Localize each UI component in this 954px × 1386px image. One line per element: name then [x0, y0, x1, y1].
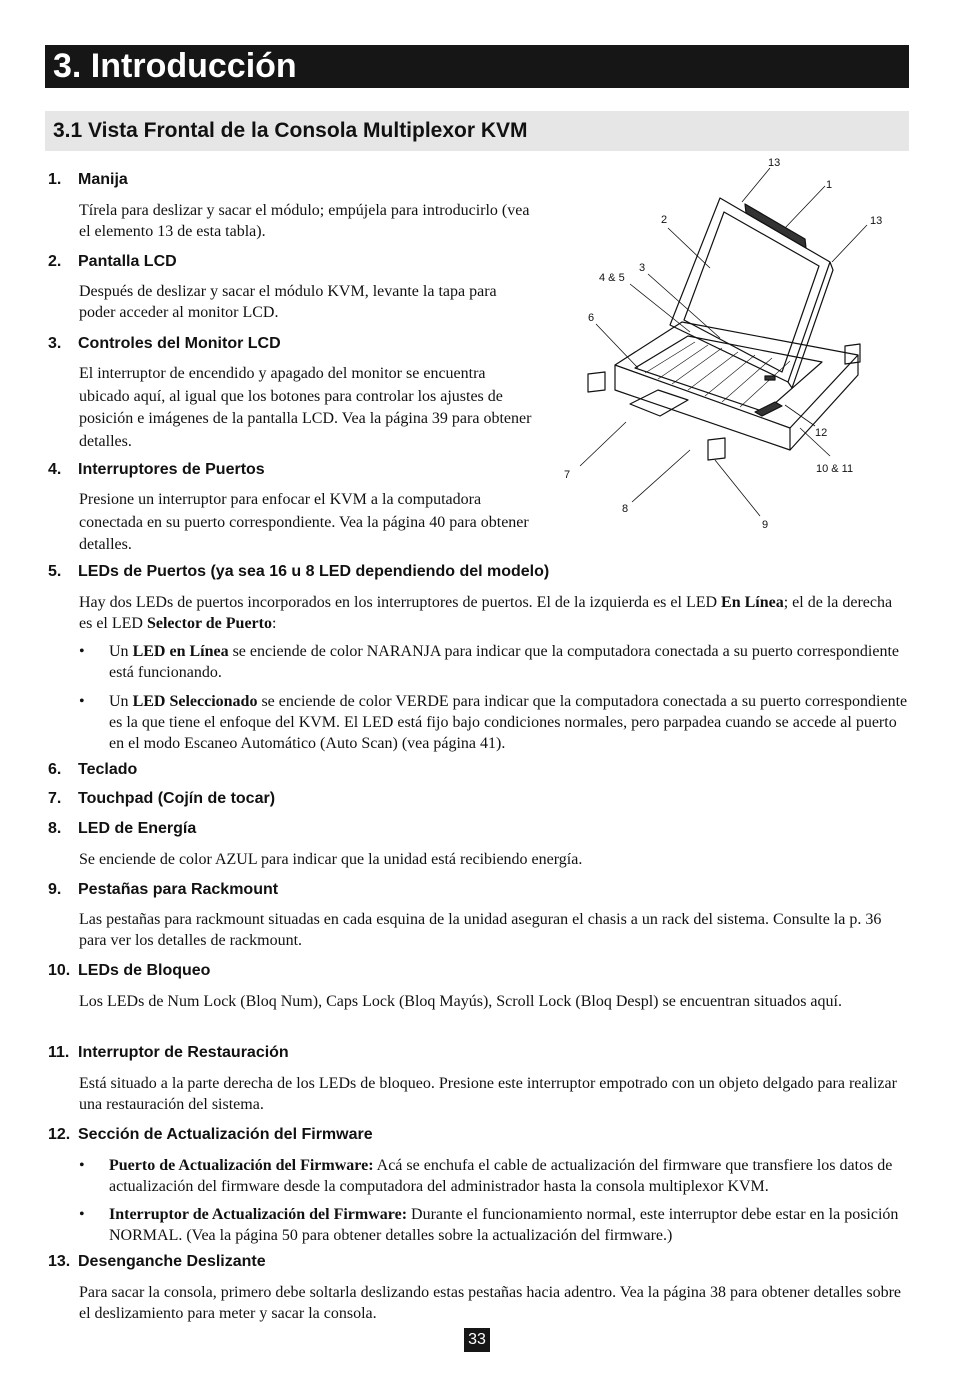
item-8-number: 8.: [48, 820, 62, 837]
item-10-title: LEDs de Bloqueo: [78, 962, 211, 979]
item-2-text: Después de deslizar y sacar el módulo KVM, levante la tapa para poder acceder al monitor LCD.: [79, 283, 497, 321]
item-13-text: Para sacar la consola, primero debe soltarla deslizando estas pestañas hacia adentro. Vea la página 38 para obtener detalles sobre el deslizamiento para meter y sacar la consola.: [79, 1284, 902, 1322]
keyboard-area: [635, 336, 822, 412]
item-10-text: Los LEDs de Num Lock (Bloq Num), Caps Lock (Bloq Mayús), Scroll Lock (Bloq Despl) se encuentran situados aquí.: [79, 993, 842, 1010]
callout-label: 13: [768, 157, 781, 169]
page-title: 3. Introducción: [45, 45, 909, 88]
led-selector-term: Selector de Puerto: [146, 615, 272, 632]
rackmount-tab-left: [588, 372, 605, 392]
item-5-intro-text: Hay dos LEDs de puertos incorporados en los interruptores de puertos. El de la izquierda es el LED: [79, 594, 722, 611]
callout-label: 9: [762, 519, 769, 531]
item-9-number: 9.: [48, 881, 62, 898]
item-13-heading: [48, 1253, 266, 1271]
item-12-bullet-1-text: [109, 1155, 909, 1197]
item-3-title: Controles del Monitor LCD: [78, 335, 281, 352]
bullet-marker: •: [79, 1206, 85, 1223]
item-8-title: LED de Energía: [78, 820, 197, 837]
bullet-marker: •: [79, 1157, 85, 1174]
callout-label: 4 & 5: [599, 272, 625, 284]
item-4-number: 4.: [48, 461, 62, 478]
item-1-number: 1.: [48, 171, 62, 188]
item-1-title: Manija: [78, 171, 128, 188]
item-9-heading: [48, 881, 278, 899]
item-6-title: Teclado: [78, 761, 138, 778]
item-1-text: Tírela para deslizar y sacar el módulo; empújela para introducirlo (vea el elemento 13 de esta tabla).: [79, 202, 530, 240]
section-title: 3.1 Vista Frontal de la Consola Multiplexor KVM: [45, 111, 909, 151]
callout-label: 1: [826, 179, 833, 191]
callout-label: 12: [815, 427, 828, 439]
bullet-description: se enciende de color VERDE para indicar que la computadora conectada a su puerto correspondiente es la que tiene el enfoque del KVM. El LED está fijo bajo condiciones normales, pero parpadea cuando se accede al puerto en el modo Escaneo Automático (Auto Scan) (vea página 41).: [109, 693, 908, 752]
bullet-bold-term: Puerto de Actualización del Firmware:: [109, 1157, 374, 1174]
item-5-title: LEDs de Puertos (ya sea 16 u 8 LED dependiendo del modelo): [78, 563, 550, 580]
item-2-title: Pantalla LCD: [78, 253, 177, 270]
rackmount-tab-right: [708, 438, 725, 460]
item-1-heading: [48, 171, 128, 189]
callout-label: 8: [622, 503, 629, 515]
callout-label: 7: [564, 469, 571, 481]
kvm-console-diagram: [560, 150, 900, 535]
item-11-title: Interruptor de Restauración: [78, 1044, 289, 1061]
item-12-bullet-2-text: [109, 1204, 909, 1246]
item-5-intro-text-2: ; el de la derecha es el LED: [79, 594, 893, 632]
item-6-number: 6.: [48, 761, 62, 778]
led-en-linea-term: En Línea: [721, 594, 784, 611]
item-3-number: 3.: [48, 335, 62, 352]
item-4-title: Interruptores de Puertos: [78, 461, 265, 478]
item-7-title: Touchpad (Cojín de tocar): [78, 790, 276, 807]
bullet-bold-term: Interruptor de Actualización del Firmware:: [109, 1206, 408, 1223]
item-5-bullet-2-text: [109, 691, 909, 754]
item-5-heading: [48, 563, 549, 581]
item-8-heading: [48, 820, 196, 838]
item-5-number: 5.: [48, 563, 62, 580]
item-12-heading: [48, 1126, 373, 1144]
bullet-marker: •: [79, 643, 85, 660]
item-2-heading: [48, 253, 177, 271]
item-8-text: Se enciende de color AZUL para indicar que la unidad está recibiendo energía.: [79, 851, 583, 868]
item-2-number: 2.: [48, 253, 62, 270]
bullet-bold-term: LED Seleccionado: [132, 693, 258, 710]
item-4-heading: [48, 461, 265, 479]
callout-label: 6: [588, 312, 595, 324]
item-9-title: Pestañas para Rackmount: [78, 881, 279, 898]
bullet-bold-term: LED en Línea: [132, 643, 229, 660]
callout-label: 13: [870, 215, 883, 227]
bullet-description: Acá se enchufa el cable de actualización del firmware que transfiere los datos de actualización del firmware desde la computadora del administrador hasta la consola multiplexor KVM.: [109, 1157, 893, 1195]
callout-label: 2: [661, 214, 668, 226]
bullet-description: Durante el funcionamiento normal, este interruptor debe estar en la posición NORMAL. (Vea la página 50 para obtener detalles sobre la actualización del firmware.): [109, 1206, 899, 1244]
item-5-intro: [79, 592, 907, 634]
item-12-title: Sección de Actualización del Firmware: [78, 1126, 373, 1143]
item-10-number: 10.: [48, 962, 71, 979]
item-13-number: 13.: [48, 1253, 71, 1270]
item-4-text: Presione un interruptor para enfocar el KVM a la computadora conectada en su puerto correspondiente. Vea la página 40 para obtener detalles.: [79, 491, 529, 553]
bullet-prefix: Un: [109, 643, 133, 660]
item-10-heading: [48, 962, 210, 980]
item-11-number: 11.: [48, 1044, 70, 1061]
bullet-prefix: Un: [109, 693, 133, 710]
item-7-number: 7.: [48, 790, 62, 807]
item-3-text: El interruptor de encendido y apagado del monitor se encuentra ubicado aquí, al igual que los botones para controlar los ajustes de posición e imágenes de la pantalla LCD. Vea la página 39 para obtener detalles.: [79, 365, 532, 450]
item-13-title: Desenganche Deslizante: [78, 1253, 266, 1270]
item-6-heading: [48, 761, 137, 779]
item-5-intro-colon: :: [271, 615, 277, 632]
item-9-text: Las pestañas para rackmount situadas en cada esquina de la unidad aseguran el chasis a un rack del sistema. Consulte la p. 36 para ver los detalles de rackmount.: [79, 911, 882, 949]
item-12-number: 12.: [48, 1126, 71, 1143]
item-5-bullet-1-text: [109, 641, 909, 683]
bullet-marker: •: [79, 693, 85, 710]
callout-label: 3: [639, 262, 646, 274]
item-3-heading: [48, 335, 281, 353]
item-11-text: Está situado a la parte derecha de los LEDs de bloqueo. Presione este interruptor empotrado con un objeto delgado para realizar una restauración del sistema.: [79, 1075, 897, 1113]
item-11-heading: [48, 1044, 289, 1062]
page-number: 33: [464, 1328, 490, 1352]
callout-label: 10 & 11: [816, 463, 854, 475]
bullet-description: se enciende de color NARANJA para indicar que la computadora conectada a su puerto correspondiente está funcionando.: [109, 643, 899, 681]
item-7-heading: [48, 790, 275, 808]
